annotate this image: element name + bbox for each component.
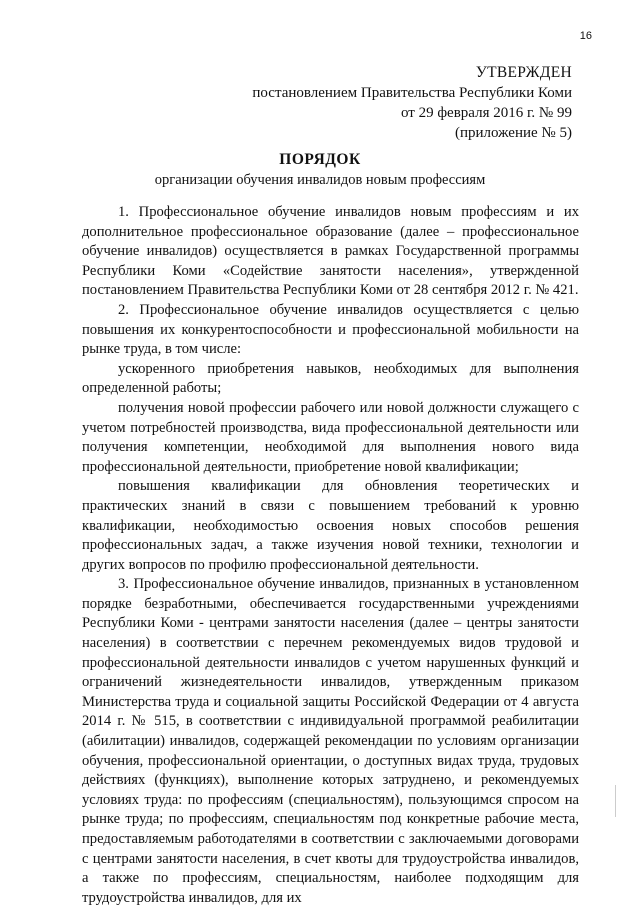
paragraph-2-item-2: получения новой профессии рабочего или новой должности служащего с учетом потребностей производства, вида профессиональной деятельности или получения компетенции, необходимой для выполнения нового вида профессиональной деятельности, приобретение новой квалификации; bbox=[82, 399, 579, 475]
approval-appendix-line: (приложение № 5) bbox=[454, 125, 572, 141]
document-title: ПОРЯДОК bbox=[279, 151, 361, 168]
paragraph-1: 1. Профессиональное обучение инвалидов новым профессиям и их дополнительное профессиональное образование (далее – профессиональное обучение инвалидов) осуществляется в рамках Государственной программы Республики Коми «Содействие занятости населения», утвержденной постановлением Правительства Республики Коми от 28 сентября 2012 г. № 421. bbox=[82, 204, 579, 299]
paragraph-2-item-3: повышения квалификации для обновления теоретических и практических знаний в связи с повышением требований к уровню квалификации, необходимостью освоения новых способов решения профессиональных задач, а также изучения новой техники, технологии и других вопросов по профилю профессиональной деятельности. bbox=[82, 478, 579, 573]
approval-block bbox=[252, 63, 572, 143]
document-subtitle: организации обучения инвалидов новым профессиям bbox=[154, 172, 486, 188]
document-heading bbox=[0, 150, 640, 190]
margin-mark bbox=[615, 785, 616, 817]
paragraph-2: 2. Профессиональное обучение инвалидов осуществляется с целью повышения их конкурентоспособности и профессиональной мобильности на рынке труда, в том числе: bbox=[82, 301, 579, 358]
paragraph-2-item-1: ускоренного приобретения навыков, необходимых для выполнения определенной работы; bbox=[82, 360, 579, 397]
paragraph-3: 3. Профессиональное обучение инвалидов, признанных в установленном порядке безработными, обеспечивается государственными учреждениями Республики Коми - центрами занятости населения (далее – центры занятости населения) в соответствии с перечнем рекомендуемых видов трудовой и профессиональной деятельности инвалидов с учетом нарушенных функций и ограничений жизнедеятельности инвалидов, утвержденным приказом Министерства труда и социальной защиты Российской Федерации от 4 августа 2014 г. № 515, в соответствии с индивидуальной программой реабилитации (абилитации) инвалидов, содержащей рекомендации по условиям организации обучения, профессиональной ориентации, о доступных видах труда, трудовых действиях (функциях), выполнение которых затруднено, и рекомендуемых условиях труда: по профессиям (специальностям), пользующимся спросом на рынке труда; по профессиям, специальностям под конкретные рабочие места, предоставляемым работодателями в соответствии с заключаемыми договорами с центрами занятости населения, в счет квоты для трудоустройства инвалидов, а также по профессиям, специальностям, наиболее подходящим для трудоустройства инвалидов, для их bbox=[82, 576, 579, 906]
document-body bbox=[82, 203, 579, 908]
page-number: 16 bbox=[579, 30, 592, 42]
approval-date-line: от 29 февраля 2016 г. № 99 bbox=[400, 105, 572, 121]
approval-title: УТВЕРЖДЕН bbox=[475, 64, 572, 81]
approval-decree-line: постановлением Правительства Республики Коми bbox=[252, 85, 572, 101]
